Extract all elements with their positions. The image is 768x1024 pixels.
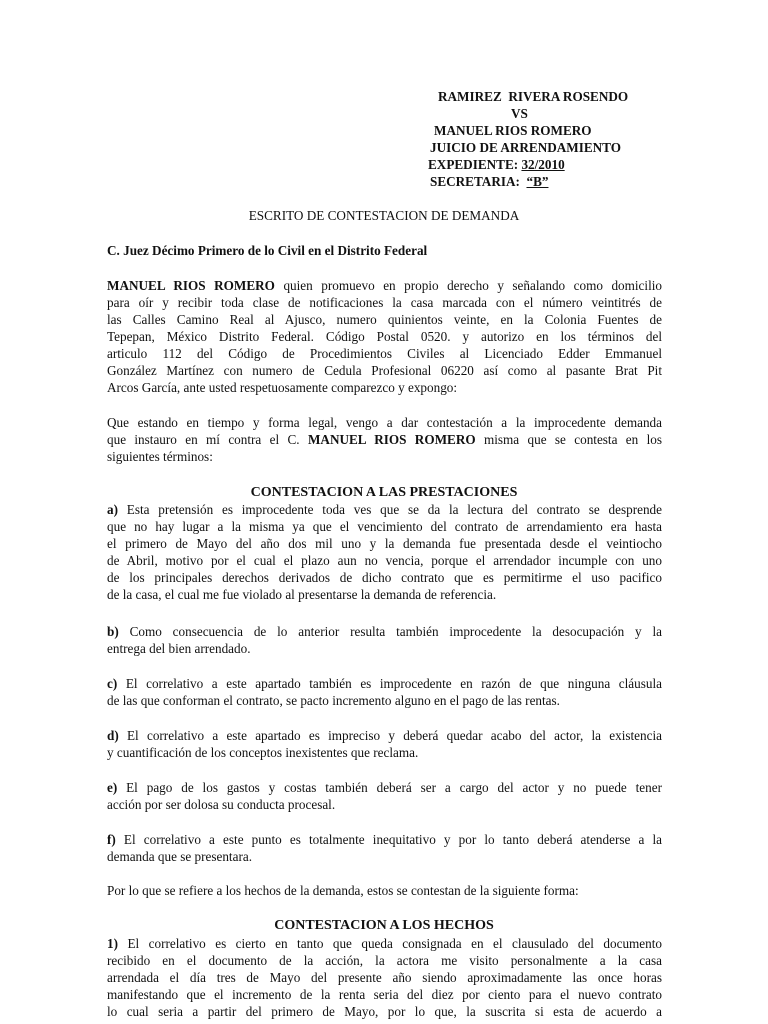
intro-line-2: para oír y recibir toda clase de notificaciones la casa marcada con el número veintitrés de — [107, 295, 662, 310]
case-number — [428, 156, 565, 173]
intro-line-4: Tepepan, México Distrito Federal. Código Postal 0520. y autorizo en los términos del — [107, 329, 662, 344]
versus-label: VS — [511, 106, 528, 121]
para2-line-2: que instauro en mí contra el C. MANUEL RIOS ROMERO misma que se contesta en los — [107, 432, 663, 447]
transition-text: Por lo que se refiere a los hechos de la demanda, estos se contestan de la siguiente forma: — [107, 883, 579, 898]
hecho-1-line-1: 1) El correlativo es cierto en tanto que queda consignada en el clausulado del documento — [107, 936, 662, 951]
case-number-label: EXPEDIENTE: — [428, 157, 522, 172]
hecho-1-line-3: arrendada el día tres de Mayo del presente año siendo aproximadamente las once horas — [107, 970, 662, 985]
item-a-line-5: de los principales derechos derivados de dicho contrato que es permitirme el uso pacifico — [107, 570, 662, 585]
item-e-line-2: acción por ser dolosa su conducta procesal. — [107, 797, 336, 812]
secretaria-value: “B” — [526, 174, 549, 189]
party-plaintiff: RAMIREZ RIVERA ROSENDO — [438, 89, 629, 104]
intro-line-1: MANUEL RIOS ROMERO quien promuevo en propio derecho y señalando como domicilio — [107, 278, 662, 293]
item-b-line-2: entrega del bien arrendado. — [107, 641, 251, 656]
document-title: ESCRITO DE CONTESTACION DE DEMANDA — [248, 208, 520, 223]
intro-line-7: Arcos García, ante usted respetuosamente comparezco y expongo: — [107, 380, 458, 395]
item-f-line-1: f) El correlativo a este punto es totalmente inequitativo y por lo tanto deberá atenderse a la — [107, 832, 662, 847]
item-a-line-3: el primero de Mayo del año dos mil uno y la demanda fue presentada desde el veintiocho — [107, 536, 662, 551]
intro-line-6: González Martínez con numero de Cedula Profesional 06220 así como al pasante Brat Pit — [107, 363, 662, 378]
item-a-line-2: que no hay lugar a la misma ya que el vencimiento del contrato de arrendamiento era hasta — [107, 519, 662, 534]
intro-line-3: las Calles Camino Real al Ajusco, numero quinientos veinte, en la Colonia Fuentes de — [107, 312, 662, 327]
item-d-line-2: y cuantificación de los conceptos inexistentes que reclama. — [107, 745, 419, 760]
item-a-line-1: a) Esta pretensión es improcedente toda ves que se da la lectura del contrato se desprende — [107, 502, 662, 517]
item-d-line-1: d) El correlativo a este apartado es impreciso y deberá quedar acabo del actor, la existencia — [107, 728, 662, 743]
item-a-line-4: de Abril, motivo por el cual el plazo aun no vencia, porque el arrendador incumple con uno — [107, 553, 662, 568]
intro-name: MANUEL RIOS ROMERO — [107, 278, 275, 293]
intro-line-5: articulo 112 del Código de Procedimientos Civiles al Licenciado Edder Emmanuel — [107, 346, 662, 361]
section-hechos-title: CONTESTACION A LOS HECHOS — [274, 918, 494, 933]
party-defendant: MANUEL RIOS ROMERO — [434, 123, 592, 138]
item-f-line-2: demanda que se presentara. — [107, 849, 252, 864]
hecho-1-line-5: lo cual seria a partir del primero de Mayo, por lo que, la suscrita si esta de acuerdo a — [107, 1004, 662, 1019]
item-c-line-1: c) El correlativo a este apartado también es improcedente en razón de que ninguna cláusula — [107, 676, 662, 691]
item-b-line-1: b) Como consecuencia de lo anterior resulta también improcedente la desocupación y la — [107, 624, 662, 639]
secretaria — [430, 173, 548, 190]
para2-line-3: siguientes términos: — [107, 449, 213, 464]
section-prestaciones-title: CONTESTACION A LAS PRESTACIONES — [250, 485, 518, 500]
para2-line-1: Que estando en tiempo y forma legal, vengo a dar contestación a la improcedente demanda — [107, 415, 662, 430]
item-e-line-1: e) El pago de los gastos y costas también deberá ser a cargo del actor y no puede tener — [107, 780, 662, 795]
case-type: JUICIO DE ARRENDAMIENTO — [430, 140, 621, 155]
para2-name: MANUEL RIOS ROMERO — [307, 432, 476, 447]
hecho-1-line-2: recibido en el documento de la acción, la actora me visito personalmente a la casa — [107, 953, 662, 968]
addressee: C. Juez Décimo Primero de lo Civil en el Distrito Federal — [107, 243, 428, 258]
case-number-value: 32/2010 — [521, 157, 565, 172]
item-c-line-2: de las que conforman el contrato, se pacto incremento alguno en el pago de las rentas. — [107, 693, 560, 708]
item-a-line-6: de la casa, el cual me fue violado al presentarse la demanda de referencia. — [107, 587, 497, 602]
secretaria-label: SECRETARIA: — [430, 174, 527, 189]
hecho-1-line-4: manifestando que el incremento de la renta seria del diez por ciento para el nuevo contrato — [107, 987, 662, 1002]
